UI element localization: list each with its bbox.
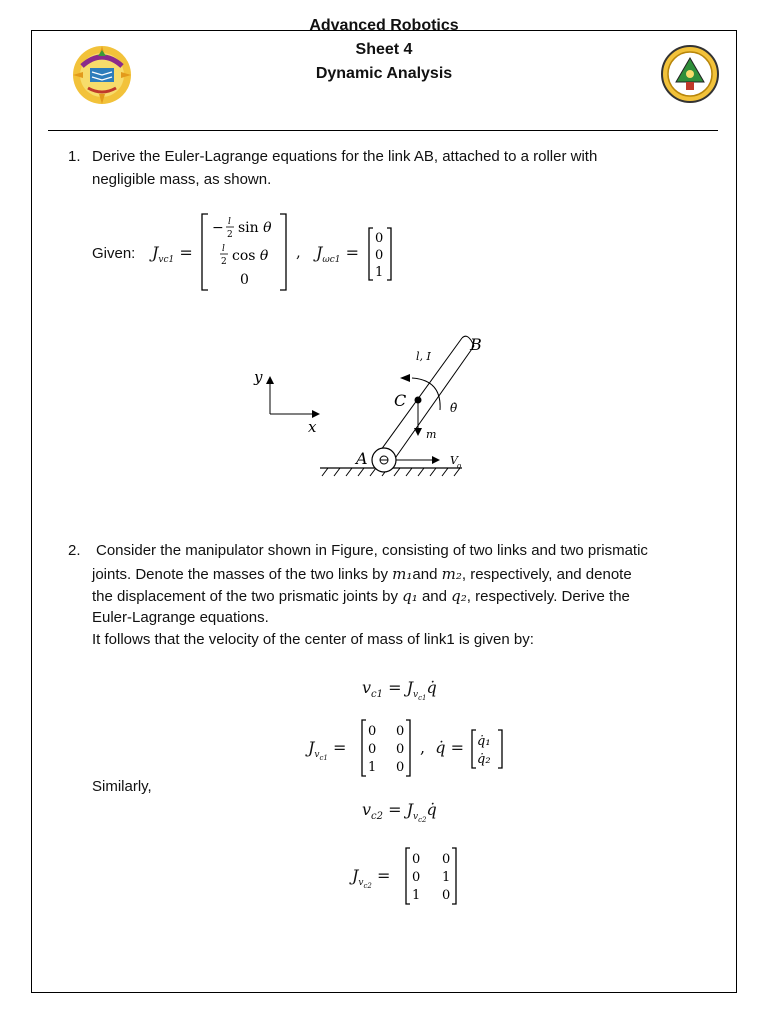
sheet-header bbox=[0, 14, 768, 86]
point-b-label: B bbox=[470, 335, 482, 354]
q1-jvc1-symbol: $J_{vc1}$ = bbox=[152, 243, 193, 266]
svg-text:−: − bbox=[212, 220, 224, 236]
svg-text:1: 1 bbox=[368, 760, 377, 775]
svg-text:0: 0 bbox=[412, 852, 421, 867]
eq-jvc1-label: $J_{v_{c1}}$ = bbox=[308, 738, 347, 762]
svg-text:0: 0 bbox=[368, 724, 377, 739]
eq-jvc2-label: $J_{v_{c2}}$ = bbox=[352, 866, 391, 890]
eq-vc1: $v_{c1}$ = $J_{v_{c1}}q̇$ bbox=[362, 678, 437, 702]
svg-text:sin θ: sin θ bbox=[238, 220, 272, 236]
mass-label: m bbox=[426, 428, 437, 441]
q2-line4: Euler-Lagrange equations. bbox=[92, 609, 269, 626]
q1-given-label: Given: bbox=[92, 245, 136, 262]
q2-line5: It follows that the velocity of the center of mass of link1 is given by: bbox=[92, 631, 534, 648]
q1-text-line2: negligible mass, as shown. bbox=[92, 171, 272, 188]
link-roller-figure bbox=[250, 330, 510, 490]
length-inertia-label: l, I bbox=[416, 350, 431, 363]
velocity-label: V bbox=[450, 454, 458, 467]
svg-text:0: 0 bbox=[375, 248, 384, 263]
eq-qdot-label: , q̇ = bbox=[420, 738, 465, 757]
svg-text:q̇₂: q̇₂ bbox=[477, 752, 491, 767]
svg-text:0: 0 bbox=[396, 742, 405, 757]
jvc2-matrix bbox=[404, 846, 458, 906]
svg-text:0: 0 bbox=[442, 852, 451, 867]
svg-text:1: 1 bbox=[442, 870, 451, 885]
svg-text:0: 0 bbox=[396, 760, 405, 775]
q2-line1: Consider the manipulator shown in Figure, consisting of two links and two prismatic bbox=[96, 542, 648, 559]
q2-line2: joints. Denote the masses of the two links by m₁and m₂, respectively, and denote bbox=[92, 565, 632, 583]
q1-jwc1-symbol: $J_{\omega c1}$ = bbox=[316, 243, 360, 266]
sheet-number: Sheet 4 bbox=[355, 41, 413, 58]
velocity-subscript: o bbox=[457, 462, 462, 470]
svg-text:q̇₁: q̇₁ bbox=[477, 734, 491, 749]
q1-jvc1-matrix bbox=[200, 212, 290, 292]
svg-text:l: l bbox=[222, 244, 225, 254]
q1-text-line1: Derive the Euler-Lagrange equations for the link AB, attached to a roller with bbox=[92, 148, 598, 165]
q1-jwc1-matrix bbox=[367, 226, 393, 282]
point-c-label: C bbox=[394, 391, 407, 410]
q2-number: 2. bbox=[68, 542, 81, 559]
q1-comma: , bbox=[296, 243, 301, 261]
axis-x-label: x bbox=[308, 418, 317, 436]
rotation-arrow bbox=[412, 378, 440, 410]
svg-text:1: 1 bbox=[375, 265, 384, 280]
center-of-mass-dot bbox=[415, 397, 422, 404]
theta-dot-label: θ̇ bbox=[450, 401, 458, 415]
svg-text:0: 0 bbox=[396, 724, 405, 739]
svg-text:1: 1 bbox=[412, 888, 421, 903]
svg-text:0: 0 bbox=[375, 231, 384, 246]
svg-text:cos θ: cos θ bbox=[232, 248, 269, 264]
q1-number: 1. bbox=[68, 148, 81, 165]
sheet-topic: Dynamic Analysis bbox=[315, 65, 453, 82]
coordinate-axes bbox=[266, 376, 320, 418]
svg-text:0: 0 bbox=[442, 888, 451, 903]
header-divider bbox=[48, 130, 718, 131]
svg-text:2: 2 bbox=[221, 257, 227, 267]
eq-vc2: $v_{c2}$ = $J_{v_{c2}}q̇$ bbox=[362, 800, 437, 824]
q2-line3: the displacement of the two prismatic joints by q₁ and q₂, respectively. Derive the bbox=[92, 587, 630, 605]
axis-y-label: y bbox=[254, 368, 263, 386]
svg-text:0: 0 bbox=[368, 742, 377, 757]
qdot-vector bbox=[470, 728, 504, 770]
svg-text:0: 0 bbox=[240, 272, 249, 288]
course-title: Advanced Robotics bbox=[309, 17, 459, 34]
svg-text:0: 0 bbox=[412, 870, 421, 885]
jvc1-matrix bbox=[360, 718, 412, 778]
svg-text:l: l bbox=[228, 217, 231, 227]
point-a-label: A bbox=[356, 449, 368, 468]
svg-text:2: 2 bbox=[227, 230, 233, 240]
similarly-text: Similarly, bbox=[92, 778, 152, 795]
